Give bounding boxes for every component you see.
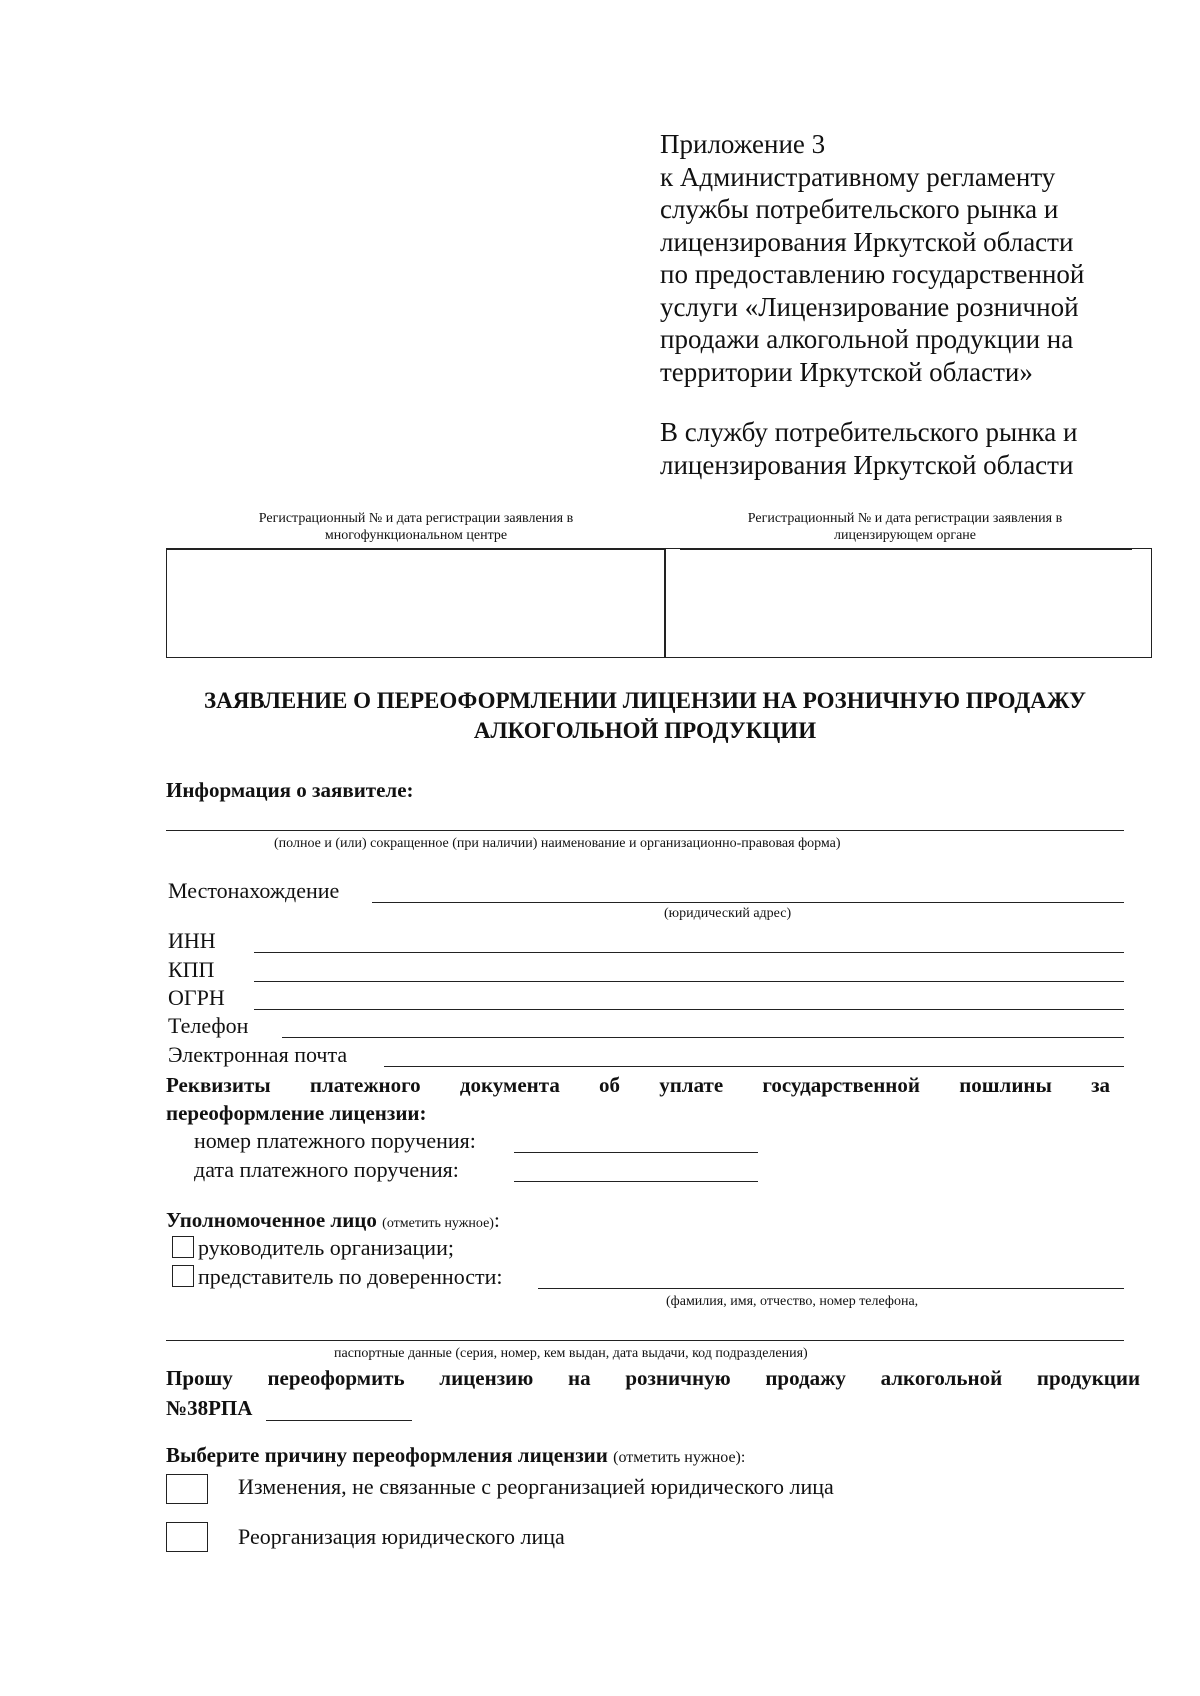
phone-label: Телефон (168, 1013, 249, 1038)
order-date-label: дата платежного поручения: (194, 1157, 459, 1182)
phone-field[interactable] (282, 1037, 1124, 1038)
licensing-registration-header: Регистрационный № и дата регистрации заявления в лицензирующем органе (747, 511, 1063, 543)
applicant-name-field[interactable] (166, 830, 1124, 831)
head-checkbox[interactable] (172, 1236, 194, 1258)
appendix-line: службы потребительского рынка и (660, 194, 1059, 224)
document-title: ЗАЯВЛЕНИЕ О ПЕРЕОФОРМЛЕНИИ ЛИЦЕНЗИИ НА РОЗНИЧНУЮ ПРОДАЖУ АЛКОГОЛЬНОЙ ПРОДУКЦИИ (203, 688, 1087, 743)
reason-option-2-label: Реорганизация юридического лица (238, 1524, 565, 1549)
appendix-line: услуги «Лицензирование розничной (660, 291, 1079, 322)
addressee-line: лицензирования Иркутской области (660, 450, 1074, 480)
ogrn-label: ОГРН (168, 985, 225, 1010)
reason-option-1-checkbox[interactable] (166, 1474, 208, 1504)
order-number-field[interactable] (514, 1152, 758, 1153)
email-field[interactable] (384, 1066, 1124, 1067)
proxy-hint-2: паспортные данные (серия, номер, кем выдан, дата выдачи, код подразделения) (334, 1346, 808, 1361)
appendix-block (660, 128, 1084, 388)
inn-label: ИНН (168, 928, 216, 953)
kpp-label: КПП (168, 957, 215, 982)
reason-option-1-label: Изменения, не связанные с реорганизацией юридического лица (238, 1474, 834, 1499)
payment-heading: Реквизиты платежного документа об уплате государственной пошлины за (166, 1073, 1111, 1097)
applicant-name-hint: (полное и (или) сокращенное (при наличии) наименование и организационно-правовая форма) (274, 836, 841, 851)
head-option-label: руководитель организации; (198, 1235, 454, 1260)
license-number-field[interactable] (266, 1420, 412, 1421)
proxy-name-field[interactable] (538, 1288, 1124, 1289)
appendix-line: по предоставлению государственной (660, 259, 1085, 289)
proxy-hint-1: (фамилия, имя, отчество, номер телефона, (666, 1294, 919, 1309)
order-number-label: номер платежного поручения: (194, 1128, 476, 1153)
inn-field[interactable] (254, 952, 1124, 953)
ogrn-field[interactable] (254, 1009, 1124, 1010)
license-number-prefix: №38РПА (166, 1396, 253, 1420)
proxy-option-label: представитель по доверенности: (198, 1264, 503, 1289)
authorized-heading: Уполномоченное лицо (отметить нужное): (166, 1208, 500, 1232)
location-hint: (юридический адрес) (664, 906, 792, 921)
request-line: Прошу переоформить лицензию на розничную продажу алкогольной продукции (166, 1366, 1141, 1390)
kpp-field[interactable] (254, 981, 1124, 982)
appendix-line: лицензирования Иркутской области (660, 226, 1074, 257)
mfc-registration-box[interactable] (166, 548, 666, 658)
payment-heading-line2: переоформление лицензии: (166, 1101, 427, 1125)
appendix-line: территории Иркутской области» (660, 356, 1033, 387)
addressee-block (660, 416, 1077, 482)
email-label: Электронная почта (168, 1042, 348, 1067)
passport-field[interactable] (166, 1340, 1124, 1341)
mfc-registration-header: Регистрационный № и дата регистрации заявления в многофункциональном центре (258, 511, 574, 543)
location-label: Местонахождение (168, 878, 340, 903)
proxy-checkbox[interactable] (172, 1265, 194, 1287)
reason-option-2-checkbox[interactable] (166, 1522, 208, 1552)
appendix-line: к Административному регламенту (660, 161, 1056, 192)
applicant-heading: Информация о заявителе: (166, 778, 414, 802)
appendix-line: продажи алкогольной продукции на (660, 324, 1074, 354)
appendix-line: Приложение 3 (660, 129, 826, 159)
order-date-field[interactable] (514, 1181, 758, 1182)
reason-heading: Выберите причину переоформления лицензии (отметить нужное): (166, 1443, 746, 1467)
addressee-line: В службу потребительского рынка и (660, 417, 1078, 447)
location-field[interactable] (372, 902, 1124, 903)
licensing-registration-box[interactable] (664, 548, 1152, 658)
